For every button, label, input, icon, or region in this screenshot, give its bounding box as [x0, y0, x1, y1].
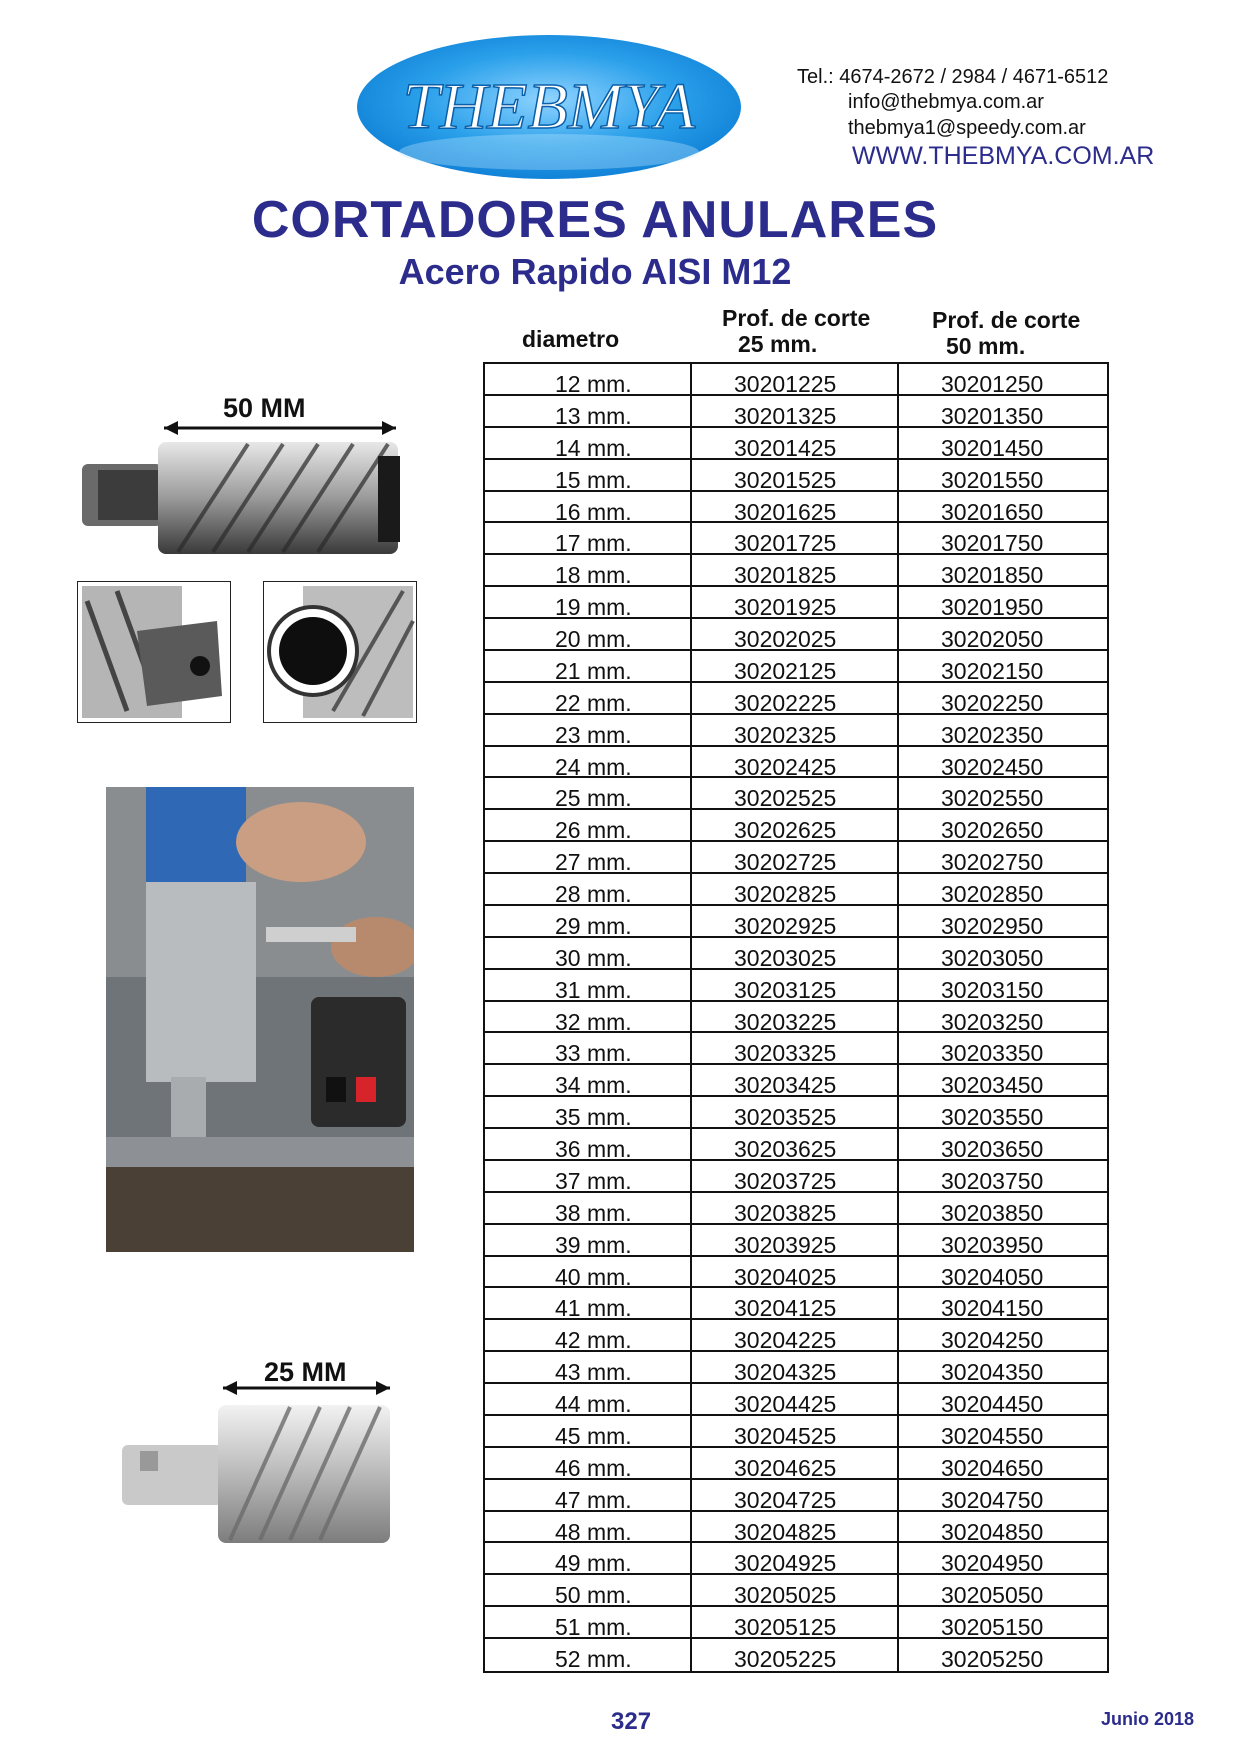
code-50mm-cell: 30203050 — [941, 944, 1044, 971]
diameter-cell: 27 mm. — [485, 842, 692, 872]
table-row — [485, 1002, 1107, 1034]
diameter-cell: 19 mm. — [485, 587, 692, 617]
code-50mm-cell: 30202450 — [941, 753, 1044, 780]
code-50mm-cell: 30204150 — [941, 1295, 1044, 1322]
diameter-cell: 38 mm. — [485, 1193, 692, 1223]
diameter-cell: 43 mm. — [485, 1352, 692, 1382]
diameter-cell: 41 mm. — [485, 1288, 692, 1318]
code-25mm-cell: 30202425 — [692, 747, 899, 777]
code-25mm-cell: 30205225 — [692, 1639, 899, 1671]
contact-website-link[interactable]: WWW.THEBMYA.COM.AR — [852, 142, 1155, 170]
code-25mm-cell: 30204225 — [692, 1320, 899, 1350]
code-25mm-cell: 30203725 — [692, 1161, 899, 1191]
logo-text: THEBMYA — [402, 70, 696, 143]
table-row — [485, 364, 1107, 396]
header-depth-50-line2: 50 mm. — [946, 333, 1026, 359]
thebmya-logo — [355, 32, 743, 182]
table-row — [485, 1352, 1107, 1384]
code-50mm-cell: 30202850 — [941, 881, 1044, 907]
diameter-cell: 31 mm. — [485, 970, 692, 1000]
diameter-cell: 49 mm. — [485, 1543, 692, 1573]
code-25mm-cell: 30202525 — [692, 778, 899, 808]
code-25mm-cell: 30202625 — [692, 810, 899, 840]
diameter-cell: 28 mm. — [485, 874, 692, 904]
cutter-teeth-detail-image — [263, 581, 417, 723]
header-diameter: diametro — [522, 326, 620, 352]
diameter-cell: 12 mm. — [485, 364, 692, 394]
header-depth-25 — [722, 305, 882, 357]
table-row — [485, 1288, 1107, 1320]
code-50mm-cell: 30201350 — [941, 402, 1044, 429]
code-50mm-cell: 30205150 — [941, 1614, 1044, 1641]
code-50mm-cell: 30204650 — [941, 1454, 1044, 1481]
code-50mm-cell: 30205050 — [941, 1582, 1044, 1609]
table-row — [485, 1639, 1107, 1671]
code-25mm-cell: 30204425 — [692, 1384, 899, 1414]
code-50mm-cell: 30204050 — [941, 1263, 1044, 1290]
code-50mm-cell: 30203950 — [941, 1231, 1044, 1258]
code-25mm-cell: 30203525 — [692, 1097, 899, 1127]
diameter-cell: 23 mm. — [485, 715, 692, 745]
code-50mm-cell: 30205250 — [941, 1646, 1044, 1672]
code-50mm-cell: 30203250 — [941, 1008, 1044, 1035]
table-row — [485, 715, 1107, 747]
table-row — [485, 460, 1107, 492]
code-25mm-cell: 30201625 — [692, 492, 899, 522]
code-25mm-cell: 30203825 — [692, 1193, 899, 1223]
table-row — [485, 1320, 1107, 1352]
code-25mm-cell: 30201925 — [692, 587, 899, 617]
code-25mm-cell: 30203325 — [692, 1033, 899, 1063]
code-50mm-cell: 30201850 — [941, 562, 1044, 589]
code-25mm-cell: 30203025 — [692, 938, 899, 968]
code-25mm-cell: 30204025 — [692, 1257, 899, 1287]
code-25mm-cell: 30201525 — [692, 460, 899, 490]
code-25mm-cell: 30205025 — [692, 1575, 899, 1605]
table-row — [485, 938, 1107, 970]
code-50mm-cell: 30203650 — [941, 1136, 1044, 1162]
code-25mm-cell: 30203425 — [692, 1065, 899, 1095]
table-row — [485, 906, 1107, 938]
diameter-cell: 42 mm. — [485, 1320, 692, 1350]
table-row — [485, 396, 1107, 428]
code-25mm-cell: 30202825 — [692, 874, 899, 904]
diameter-cell: 33 mm. — [485, 1033, 692, 1063]
code-25mm-cell: 30201425 — [692, 428, 899, 458]
code-50mm-cell: 30203350 — [941, 1040, 1044, 1067]
header-depth-25-line1: Prof. de corte — [722, 305, 871, 331]
diameter-cell: 39 mm. — [485, 1225, 692, 1255]
diameter-cell: 47 mm. — [485, 1480, 692, 1510]
diameter-cell: 17 mm. — [485, 523, 692, 553]
code-25mm-cell: 30202025 — [692, 619, 899, 649]
code-50mm-cell: 30202550 — [941, 785, 1044, 812]
table-row — [485, 619, 1107, 651]
diameter-cell: 24 mm. — [485, 747, 692, 777]
table-row — [485, 1480, 1107, 1512]
table-row — [485, 1097, 1107, 1129]
diameter-cell: 26 mm. — [485, 810, 692, 840]
diameter-cell: 13 mm. — [485, 396, 692, 426]
table-row — [485, 1607, 1107, 1639]
header-depth-50-line1: Prof. de corte — [932, 307, 1081, 333]
code-25mm-cell: 30203625 — [692, 1129, 899, 1159]
diameter-cell: 44 mm. — [485, 1384, 692, 1414]
diameter-cell: 30 mm. — [485, 938, 692, 968]
diameter-cell: 14 mm. — [485, 428, 692, 458]
table-row — [485, 492, 1107, 524]
diameter-cell: 45 mm. — [485, 1416, 692, 1446]
table-row — [485, 1512, 1107, 1544]
cutter-50-label: 50 MM — [223, 393, 306, 423]
diameter-cell: 48 mm. — [485, 1512, 692, 1542]
code-25mm-cell: 30202125 — [692, 651, 899, 681]
diameter-cell: 50 mm. — [485, 1575, 692, 1605]
code-25mm-cell: 30204925 — [692, 1543, 899, 1573]
page-subtitle: Acero Rapido AISI M12 — [398, 251, 792, 292]
code-50mm-cell: 30204250 — [941, 1327, 1044, 1354]
cutter-shank-detail-image — [77, 581, 231, 723]
code-25mm-cell: 30201225 — [692, 364, 899, 394]
page-number: 327 — [611, 1708, 652, 1735]
table-row — [485, 1225, 1107, 1257]
code-50mm-cell: 30202050 — [941, 626, 1044, 652]
table-row — [485, 1575, 1107, 1607]
code-50mm-cell: 30204850 — [941, 1518, 1044, 1545]
table-row — [485, 1065, 1107, 1097]
diameter-cell: 40 mm. — [485, 1257, 692, 1287]
code-50mm-cell: 30202150 — [941, 657, 1044, 684]
code-50mm-cell: 30201450 — [941, 434, 1044, 461]
diameter-cell: 36 mm. — [485, 1129, 692, 1159]
table-row — [485, 1129, 1107, 1161]
code-25mm-cell: 30203225 — [692, 1002, 899, 1032]
code-50mm-cell: 30202250 — [941, 689, 1044, 716]
diameter-cell: 51 mm. — [485, 1607, 692, 1637]
code-50mm-cell: 30201750 — [941, 530, 1044, 557]
table-row — [485, 1384, 1107, 1416]
code-50mm-cell: 30202350 — [941, 721, 1044, 748]
diameter-cell: 15 mm. — [485, 460, 692, 490]
cutter-25-label: 25 MM — [264, 1357, 347, 1387]
code-25mm-cell: 30204525 — [692, 1416, 899, 1446]
code-25mm-cell: 30204825 — [692, 1512, 899, 1542]
table-row — [485, 1161, 1107, 1193]
code-50mm-cell: 30204550 — [941, 1422, 1044, 1449]
code-25mm-cell: 30204725 — [692, 1480, 899, 1510]
table-row — [485, 651, 1107, 683]
table-row — [485, 970, 1107, 1002]
code-50mm-cell: 30202750 — [941, 849, 1044, 876]
code-50mm-cell: 30201250 — [941, 371, 1044, 397]
code-50mm-cell: 30204750 — [941, 1486, 1044, 1513]
code-50mm-cell: 30203550 — [941, 1104, 1044, 1131]
table-row — [485, 1033, 1107, 1065]
code-50mm-cell: 30204450 — [941, 1391, 1044, 1417]
diameter-cell: 37 mm. — [485, 1161, 692, 1191]
code-50mm-cell: 30201650 — [941, 498, 1044, 525]
code-25mm-cell: 30204625 — [692, 1448, 899, 1478]
table-row — [485, 747, 1107, 779]
diameter-cell: 21 mm. — [485, 651, 692, 681]
code-50mm-cell: 30204350 — [941, 1359, 1044, 1386]
diameter-cell: 18 mm. — [485, 555, 692, 585]
contact-email-speedy: thebmya1@speedy.com.ar — [848, 117, 1086, 139]
code-25mm-cell: 30203925 — [692, 1225, 899, 1255]
table-row — [485, 683, 1107, 715]
cutter-code-table — [483, 362, 1109, 1673]
contact-email-info: info@thebmya.com.ar — [848, 91, 1044, 113]
code-50mm-cell: 30203750 — [941, 1167, 1044, 1194]
diameter-cell: 34 mm. — [485, 1065, 692, 1095]
table-row — [485, 778, 1107, 810]
cutter-50mm-image — [78, 412, 408, 557]
diameter-cell: 46 mm. — [485, 1448, 692, 1478]
table-row — [485, 428, 1107, 460]
page-title: CORTADORES ANULARES — [251, 191, 939, 249]
table-row — [485, 842, 1107, 874]
code-25mm-cell: 30204325 — [692, 1352, 899, 1382]
diameter-cell: 29 mm. — [485, 906, 692, 936]
table-row — [485, 1448, 1107, 1480]
code-50mm-cell: 30202950 — [941, 912, 1044, 939]
code-25mm-cell: 30201825 — [692, 555, 899, 585]
diameter-cell: 52 mm. — [485, 1639, 692, 1671]
diameter-cell: 22 mm. — [485, 683, 692, 713]
code-25mm-cell: 30201325 — [692, 396, 899, 426]
code-25mm-cell: 30201725 — [692, 523, 899, 553]
code-25mm-cell: 30203125 — [692, 970, 899, 1000]
diameter-cell: 35 mm. — [485, 1097, 692, 1127]
header-depth-50 — [932, 307, 1102, 359]
table-row — [485, 1416, 1107, 1448]
code-25mm-cell: 30205125 — [692, 1607, 899, 1637]
code-25mm-cell: 30202325 — [692, 715, 899, 745]
diameter-cell: 32 mm. — [485, 1002, 692, 1032]
code-50mm-cell: 30204950 — [941, 1550, 1044, 1577]
code-50mm-cell: 30203150 — [941, 976, 1044, 1003]
code-50mm-cell: 30201550 — [941, 466, 1044, 493]
diameter-cell: 25 mm. — [485, 778, 692, 808]
table-row — [485, 1193, 1107, 1225]
code-25mm-cell: 30202225 — [692, 683, 899, 713]
diameter-cell: 16 mm. — [485, 492, 692, 522]
table-row — [485, 555, 1107, 587]
table-row — [485, 523, 1107, 555]
code-50mm-cell: 30203450 — [941, 1072, 1044, 1099]
table-row — [485, 810, 1107, 842]
code-50mm-cell: 30203850 — [941, 1199, 1044, 1226]
code-25mm-cell: 30204125 — [692, 1288, 899, 1318]
contact-phone: Tel.: 4674-2672 / 2984 / 4671-6512 — [797, 66, 1109, 88]
code-25mm-cell: 30202925 — [692, 906, 899, 936]
code-50mm-cell: 30202650 — [941, 817, 1044, 844]
diameter-cell: 20 mm. — [485, 619, 692, 649]
header-depth-25-line2: 25 mm. — [738, 331, 818, 357]
code-25mm-cell: 30202725 — [692, 842, 899, 872]
table-row — [485, 1257, 1107, 1289]
table-row — [485, 874, 1107, 906]
cutter-25mm-image — [120, 1375, 400, 1545]
magnetic-drill-photo — [106, 787, 414, 1252]
code-50mm-cell: 30201950 — [941, 594, 1044, 621]
footer-date: Junio 2018 — [1101, 1709, 1195, 1729]
table-row — [485, 587, 1107, 619]
table-row — [485, 1543, 1107, 1575]
